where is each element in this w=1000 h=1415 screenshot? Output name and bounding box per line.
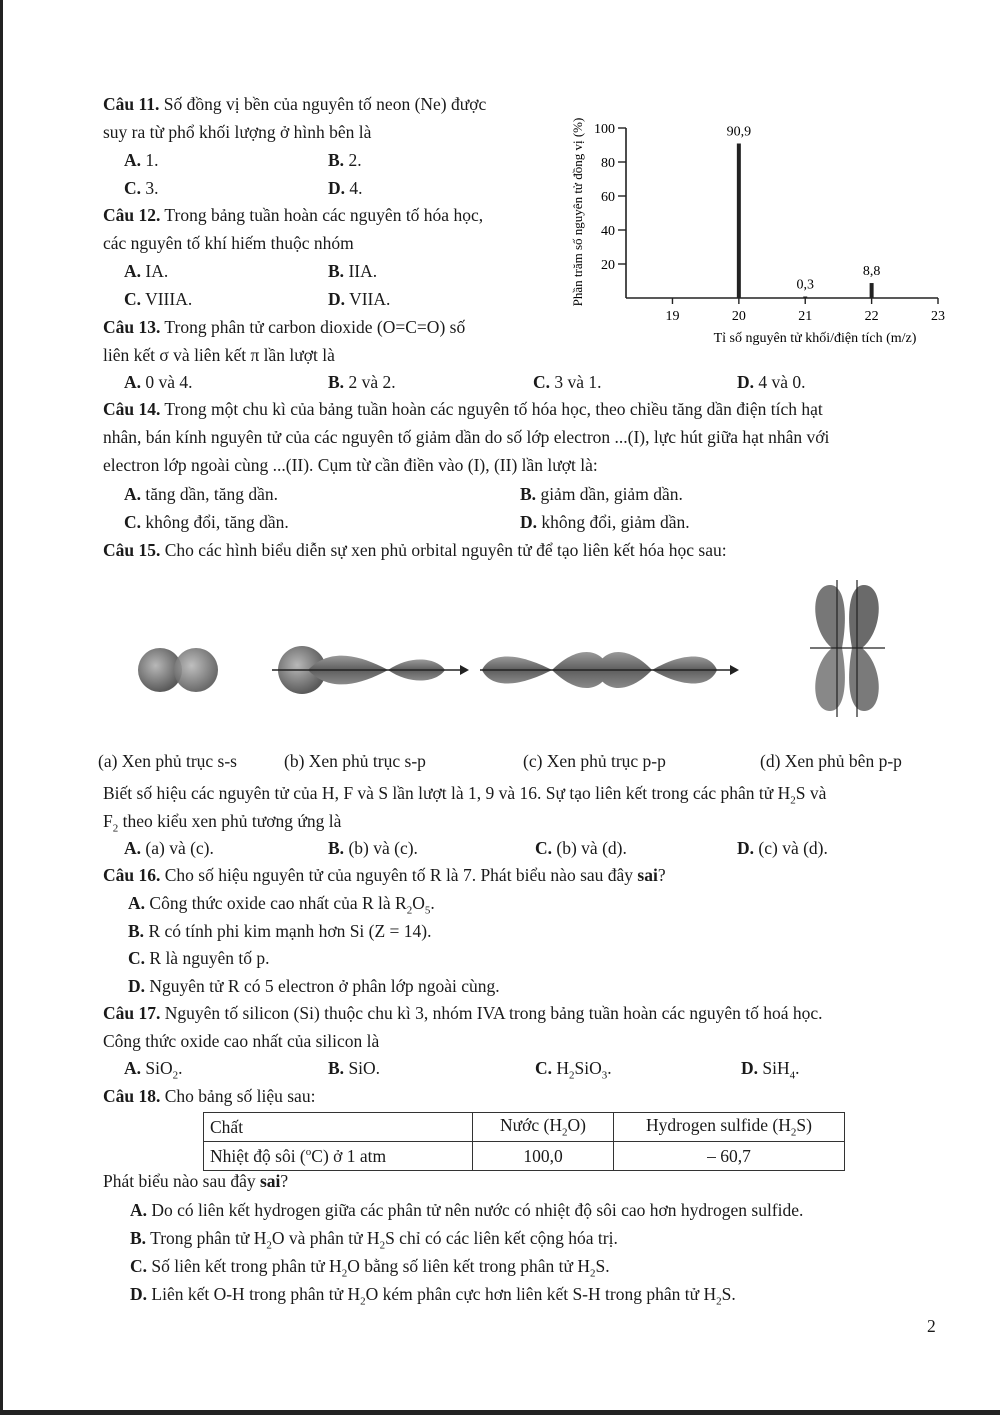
q18-line1 — [103, 1086, 315, 1107]
q16-option-a[interactable] — [128, 893, 435, 917]
q11-option-a[interactable] — [124, 150, 159, 171]
q15-caption-a: (a) Xen phủ trục s-s — [98, 751, 237, 771]
table-cell-h2s-bp: – 60,7 — [614, 1142, 845, 1171]
q18-option-c-b: S. — [595, 1256, 610, 1276]
q11-option-b[interactable] — [328, 150, 362, 171]
q16-option-c[interactable] — [128, 948, 269, 969]
q17-line1 — [103, 1003, 823, 1024]
q17-option-c-sub1: 2 — [569, 1069, 575, 1082]
q12-label: Câu 12. — [103, 205, 161, 225]
q12-option-d-key: D. — [328, 289, 346, 309]
q13-option-c-text: 3 và 1. — [550, 372, 602, 392]
mass-spectrum-chart — [560, 92, 950, 357]
q11-option-a-key: A. — [124, 150, 142, 170]
q14-option-a-key: A. — [124, 484, 142, 504]
q18-label: Câu 18. — [103, 1086, 161, 1106]
q11-line2: suy ra từ phổ khối lượng ở hình bên là — [103, 122, 372, 142]
q12-option-a[interactable] — [124, 261, 168, 282]
q18-option-c-s2: 2 — [589, 1267, 596, 1280]
table-header-water — [473, 1113, 614, 1142]
q11-option-c[interactable] — [124, 178, 159, 199]
q17-option-c[interactable] — [535, 1058, 612, 1082]
q17-option-d-text: SiH — [758, 1058, 790, 1078]
q18-option-a[interactable] — [130, 1200, 803, 1221]
q13-label: Câu 13. — [103, 317, 161, 337]
table-header-water-b: O) — [567, 1115, 586, 1136]
q15-line2 — [103, 783, 826, 807]
q16-option-d-key: D. — [128, 976, 146, 996]
q12-line2: các nguyên tố khí hiếm thuộc nhóm — [103, 233, 354, 253]
q11-option-d-text: 4. — [345, 178, 363, 198]
q14-label: Câu 14. — [103, 399, 161, 419]
q18-option-d-s1: 2 — [360, 1295, 366, 1308]
table-header-substance: Chất — [204, 1113, 473, 1142]
q16-option-b-key: B. — [128, 921, 145, 941]
figure-a-ss-overlap — [138, 648, 218, 692]
q18-text1: Cho bảng số liệu sau: — [160, 1086, 316, 1106]
table-header-h2s-sub: 2 — [790, 1126, 797, 1139]
q12-option-a-text: IA. — [141, 261, 169, 281]
q13-option-c-key: C. — [533, 372, 551, 392]
q18-option-c-s1: 2 — [341, 1267, 348, 1280]
chart-y-tick-label: 100 — [594, 122, 615, 137]
q11-option-c-key: C. — [124, 178, 142, 198]
q17-option-d-key: D. — [741, 1058, 759, 1078]
chart-x-tick-label: 19 — [665, 309, 680, 324]
q11-option-c-text: 3. — [141, 178, 159, 198]
q15-text3-a: F — [103, 811, 113, 831]
q15-option-a-text: (a) và (c). — [141, 838, 214, 858]
q16-option-c-key: C. — [128, 948, 146, 968]
q15-option-b-key: B. — [328, 838, 345, 858]
q15-caption-d: (d) Xen phủ bên p-p — [760, 751, 902, 771]
q15-caption-c: (c) Xen phủ trục p-p — [523, 751, 666, 771]
q15-option-b-text: (b) và (c). — [344, 838, 418, 858]
q15-option-c[interactable] — [535, 838, 627, 859]
q17-line2: Công thức oxide cao nhất của silicon là — [103, 1031, 380, 1051]
q18-line2 — [103, 1171, 288, 1192]
q17-option-d-sub: 4 — [789, 1069, 796, 1082]
q12-option-b[interactable] — [328, 261, 377, 282]
q15-option-c-text: (b) và (d). — [552, 838, 627, 858]
q18-text2: Phát biểu nào sau đây — [103, 1171, 260, 1191]
q11-option-d-key: D. — [328, 178, 346, 198]
q18-option-b-s1: 2 — [266, 1239, 272, 1252]
q15-text2-end: S và — [795, 783, 827, 803]
table-cell-water-bp: 100,0 — [473, 1142, 614, 1171]
q18-option-c-key: C. — [130, 1256, 148, 1276]
q13-option-b[interactable] — [328, 372, 396, 393]
scan-edge-left — [0, 0, 3, 1415]
chart-y-tick-label: 20 — [601, 258, 615, 273]
q17-option-a-sub: 2 — [172, 1069, 179, 1082]
q14-option-a[interactable] — [124, 484, 278, 505]
q16-option-a-key: A. — [128, 893, 146, 913]
q18-option-d-key: D. — [130, 1284, 148, 1304]
q16-option-a-text: Công thức oxide cao nhất của R là R — [145, 893, 407, 913]
q17-label: Câu 17. — [103, 1003, 161, 1023]
q12-option-b-text: IIA. — [344, 261, 378, 281]
q15-option-b[interactable] — [328, 838, 418, 859]
q11-line1 — [103, 94, 486, 115]
q16-label: Câu 16. — [103, 865, 161, 885]
q14-text1: Trong một chu kì của bảng tuần hoàn các nguyên tố hóa học, theo chiều tăng dần điện tích hạt — [160, 399, 823, 419]
q14-option-a-text: tăng dần, tăng dần. — [141, 484, 279, 504]
q13-option-a-key: A. — [124, 372, 142, 392]
q12-text1: Trong bảng tuần hoàn các nguyên tố hóa học, — [160, 205, 484, 225]
q14-option-d[interactable] — [520, 512, 690, 533]
table-cell-boiling-point-label — [204, 1142, 473, 1171]
q18-option-d-a: Liên kết O-H trong phân tử H — [147, 1284, 361, 1304]
chart-y-tick-label: 40 — [601, 224, 615, 239]
q13-option-b-key: B. — [328, 372, 345, 392]
q18-option-b-s2: 2 — [379, 1239, 386, 1252]
table-header-water-a: Nước (H — [500, 1115, 563, 1136]
orbital-overlap-figures — [120, 575, 900, 755]
q18-option-b-m: O và phân tử H — [271, 1228, 380, 1248]
q15-line1 — [103, 540, 727, 561]
q16-option-b[interactable] — [128, 921, 432, 942]
q18-option-d-m: O kém phân cực hơn liên kết S-H trong phân tử H — [365, 1284, 717, 1304]
q18-option-b-a: Trong phân tử H — [146, 1228, 267, 1248]
q12-option-c-key: C. — [124, 289, 142, 309]
bp-label-b: C) ở 1 atm — [311, 1145, 387, 1166]
q17-option-b-key: B. — [328, 1058, 345, 1078]
q15-text2: Biết số hiệu các nguyên tử của H, F và S lần lượt là 1, 9 và 16. Sự tạo liên kết trong các phân tử H — [103, 783, 791, 803]
q18-option-b-b: S chỉ có các liên kết cộng hóa trị. — [385, 1228, 618, 1248]
q16-option-c-text: R là nguyên tố p. — [145, 948, 270, 968]
q15-caption-b: (b) Xen phủ trục s-p — [284, 751, 426, 771]
chart-y-axis-label: Phần trăm số nguyên tử đồng vị (%) — [570, 117, 585, 307]
q13-option-c[interactable] — [533, 372, 602, 393]
chart-data-label: 90,9 — [726, 124, 752, 140]
q12-option-a-key: A. — [124, 261, 142, 281]
q14-line3: electron lớp ngoài cùng ...(II). Cụm từ cần điền vào (I), (II) lần lượt là: — [103, 455, 598, 475]
q17-option-a-text: SiO — [141, 1058, 173, 1078]
q17-text1: Nguyên tố silicon (Si) thuộc chu kì 3, nhóm IVA trong bảng tuần hoàn các nguyên tố hoá học. — [160, 1003, 823, 1023]
table-header-water-sub: 2 — [562, 1126, 568, 1139]
q13-line2: liên kết σ và liên kết π lần lượt là — [103, 345, 335, 365]
bp-label-sup: o — [305, 1145, 312, 1158]
q12-option-d-text: VIIA. — [345, 289, 391, 309]
q18-text2-bold: sai — [259, 1171, 281, 1191]
q17-option-a-end: . — [178, 1058, 183, 1078]
q15-text1: Cho các hình biểu diễn sự xen phủ orbital nguyên tử để tạo liên kết hóa học sau: — [160, 540, 727, 560]
q15-text3-b: theo kiểu xen phủ tương ứng là — [118, 811, 342, 831]
q16-option-b-text: R có tính phi kim mạnh hơn Si (Z = 14). — [144, 921, 432, 941]
boiling-point-table — [203, 1112, 845, 1171]
q18-option-d[interactable] — [130, 1284, 736, 1308]
figure-c-pp-overlap — [480, 652, 739, 688]
q14-option-c-key: C. — [124, 512, 142, 532]
q13-option-d-key: D. — [737, 372, 755, 392]
q14-option-b[interactable] — [520, 484, 683, 505]
q17-option-a[interactable] — [124, 1058, 183, 1082]
q12-option-c[interactable] — [124, 289, 192, 310]
q17-option-a-key: A. — [124, 1058, 142, 1078]
q17-option-d-end: . — [795, 1058, 800, 1078]
q14-option-c[interactable] — [124, 512, 289, 533]
q11-option-d[interactable] — [328, 178, 363, 199]
chart-x-tick-label: 22 — [864, 309, 879, 324]
chart-x-axis-label: Tỉ số nguyên tử khối/điện tích (m/z) — [713, 331, 917, 346]
chart-y-tick-label: 60 — [601, 190, 615, 205]
q17-option-c-mid: SiO — [574, 1058, 602, 1078]
q15-option-d[interactable] — [737, 838, 828, 859]
chart-data-label: 8,8 — [862, 264, 881, 280]
q16-option-a-sub1: 2 — [406, 904, 413, 917]
chart-x-tick-label: 20 — [731, 309, 746, 324]
q17-option-c-end: . — [607, 1058, 612, 1078]
q11-option-b-text: 2. — [344, 150, 362, 170]
scan-edge-bottom — [0, 1410, 1000, 1415]
q15-option-a-key: A. — [124, 838, 142, 858]
q13-option-a-text: 0 và 4. — [141, 372, 193, 392]
q18-option-c-a: Số liên kết trong phân tử H — [147, 1256, 342, 1276]
q14-option-c-text: không đổi, tăng dần. — [141, 512, 289, 532]
q13-option-a[interactable] — [124, 372, 193, 393]
q18-option-d-s2: 2 — [716, 1295, 722, 1308]
q17-option-b[interactable] — [328, 1058, 380, 1079]
q17-option-b-text: SiO. — [344, 1058, 381, 1078]
q15-option-c-key: C. — [535, 838, 553, 858]
q13-line1 — [103, 317, 465, 338]
chart-x-tick-label: 21 — [798, 309, 813, 324]
chart-y-tick-label: 80 — [601, 156, 615, 171]
q16-text1-end: ? — [657, 865, 666, 885]
page-number: 2 — [927, 1316, 936, 1336]
q16-option-a-sub2: 5 — [424, 904, 431, 917]
q11-text1: Số đồng vị bền của nguyên tố neon (Ne) được — [159, 94, 487, 114]
q12-line1 — [103, 205, 483, 226]
table-row — [204, 1142, 845, 1171]
q11-option-b-key: B. — [328, 150, 345, 170]
q17-option-c-key: C. — [535, 1058, 553, 1078]
chart-x-tick-label: 23 — [931, 309, 945, 324]
q18-option-c-m: O bằng số liên kết trong phân tử H — [347, 1256, 590, 1276]
q14-option-d-text: không đổi, giảm dần. — [537, 512, 690, 532]
q17-option-d[interactable] — [741, 1058, 800, 1082]
q17-option-c-sub2: 3 — [601, 1069, 608, 1082]
table-header-h2s-b: S) — [796, 1115, 812, 1136]
q18-text2-end: ? — [280, 1171, 289, 1191]
q17-option-c-text: H — [552, 1058, 570, 1078]
q16-text1-bold: sai — [637, 865, 658, 885]
table-header-h2s — [614, 1113, 845, 1142]
q16-text1: Cho số hiệu nguyên tử của nguyên tố R là 7. Phát biểu nào sau đây — [160, 865, 638, 885]
q14-option-b-key: B. — [520, 484, 537, 504]
q16-option-a-end: . — [430, 893, 435, 913]
q12-option-b-key: B. — [328, 261, 345, 281]
q18-option-c[interactable] — [130, 1256, 610, 1280]
q16-option-a-mid: O — [412, 893, 425, 913]
q16-option-d[interactable] — [128, 976, 500, 997]
q16-line1 — [103, 865, 666, 886]
q15-option-d-text: (c) và (d). — [754, 838, 828, 858]
q13-option-d[interactable] — [737, 372, 806, 393]
q15-option-a[interactable] — [124, 838, 214, 859]
q15-text3-sub: 2 — [112, 822, 119, 835]
q13-text1: Trong phân tử carbon dioxide (O=C=O) số — [160, 317, 466, 337]
q14-line2: nhân, bán kính nguyên tử của các nguyên tố giảm dần do số lớp electron ...(I), lực hút giữa hạt nhân với — [103, 427, 830, 447]
q15-option-d-key: D. — [737, 838, 755, 858]
q14-option-b-text: giảm dần, giảm dần. — [536, 484, 683, 504]
q18-option-d-b: S. — [721, 1284, 736, 1304]
q11-label: Câu 11. — [103, 94, 160, 114]
q15-text2-sub: 2 — [790, 794, 796, 807]
chart-data-label: 0,3 — [796, 277, 814, 293]
table-header-h2s-a: Hydrogen sulfide (H — [646, 1115, 791, 1136]
q18-option-b[interactable] — [130, 1228, 618, 1252]
q13-option-d-text: 4 và 0. — [754, 372, 806, 392]
q16-option-d-text: Nguyên tử R có 5 electron ở phân lớp ngoài cùng. — [145, 976, 500, 996]
q18-option-a-text: Do có liên kết hydrogen giữa các phân tử nên nước có nhiệt độ sôi cao hơn hydrogen sulfide. — [147, 1200, 804, 1220]
q13-option-b-text: 2 và 2. — [344, 372, 396, 392]
table-row — [204, 1113, 845, 1142]
figure-d-pp-side-overlap — [810, 580, 885, 717]
q12-option-d[interactable] — [328, 289, 390, 310]
q14-option-d-key: D. — [520, 512, 538, 532]
q12-option-c-text: VIIIA. — [141, 289, 193, 309]
bp-label-a: Nhiệt độ sôi ( — [210, 1145, 306, 1166]
q18-option-a-key: A. — [130, 1200, 148, 1220]
q11-option-a-text: 1. — [141, 150, 159, 170]
q15-label: Câu 15. — [103, 540, 161, 560]
q18-option-b-key: B. — [130, 1228, 147, 1248]
figure-b-sp-overlap — [272, 646, 469, 694]
q15-line3 — [103, 811, 341, 835]
q14-line1 — [103, 399, 823, 420]
